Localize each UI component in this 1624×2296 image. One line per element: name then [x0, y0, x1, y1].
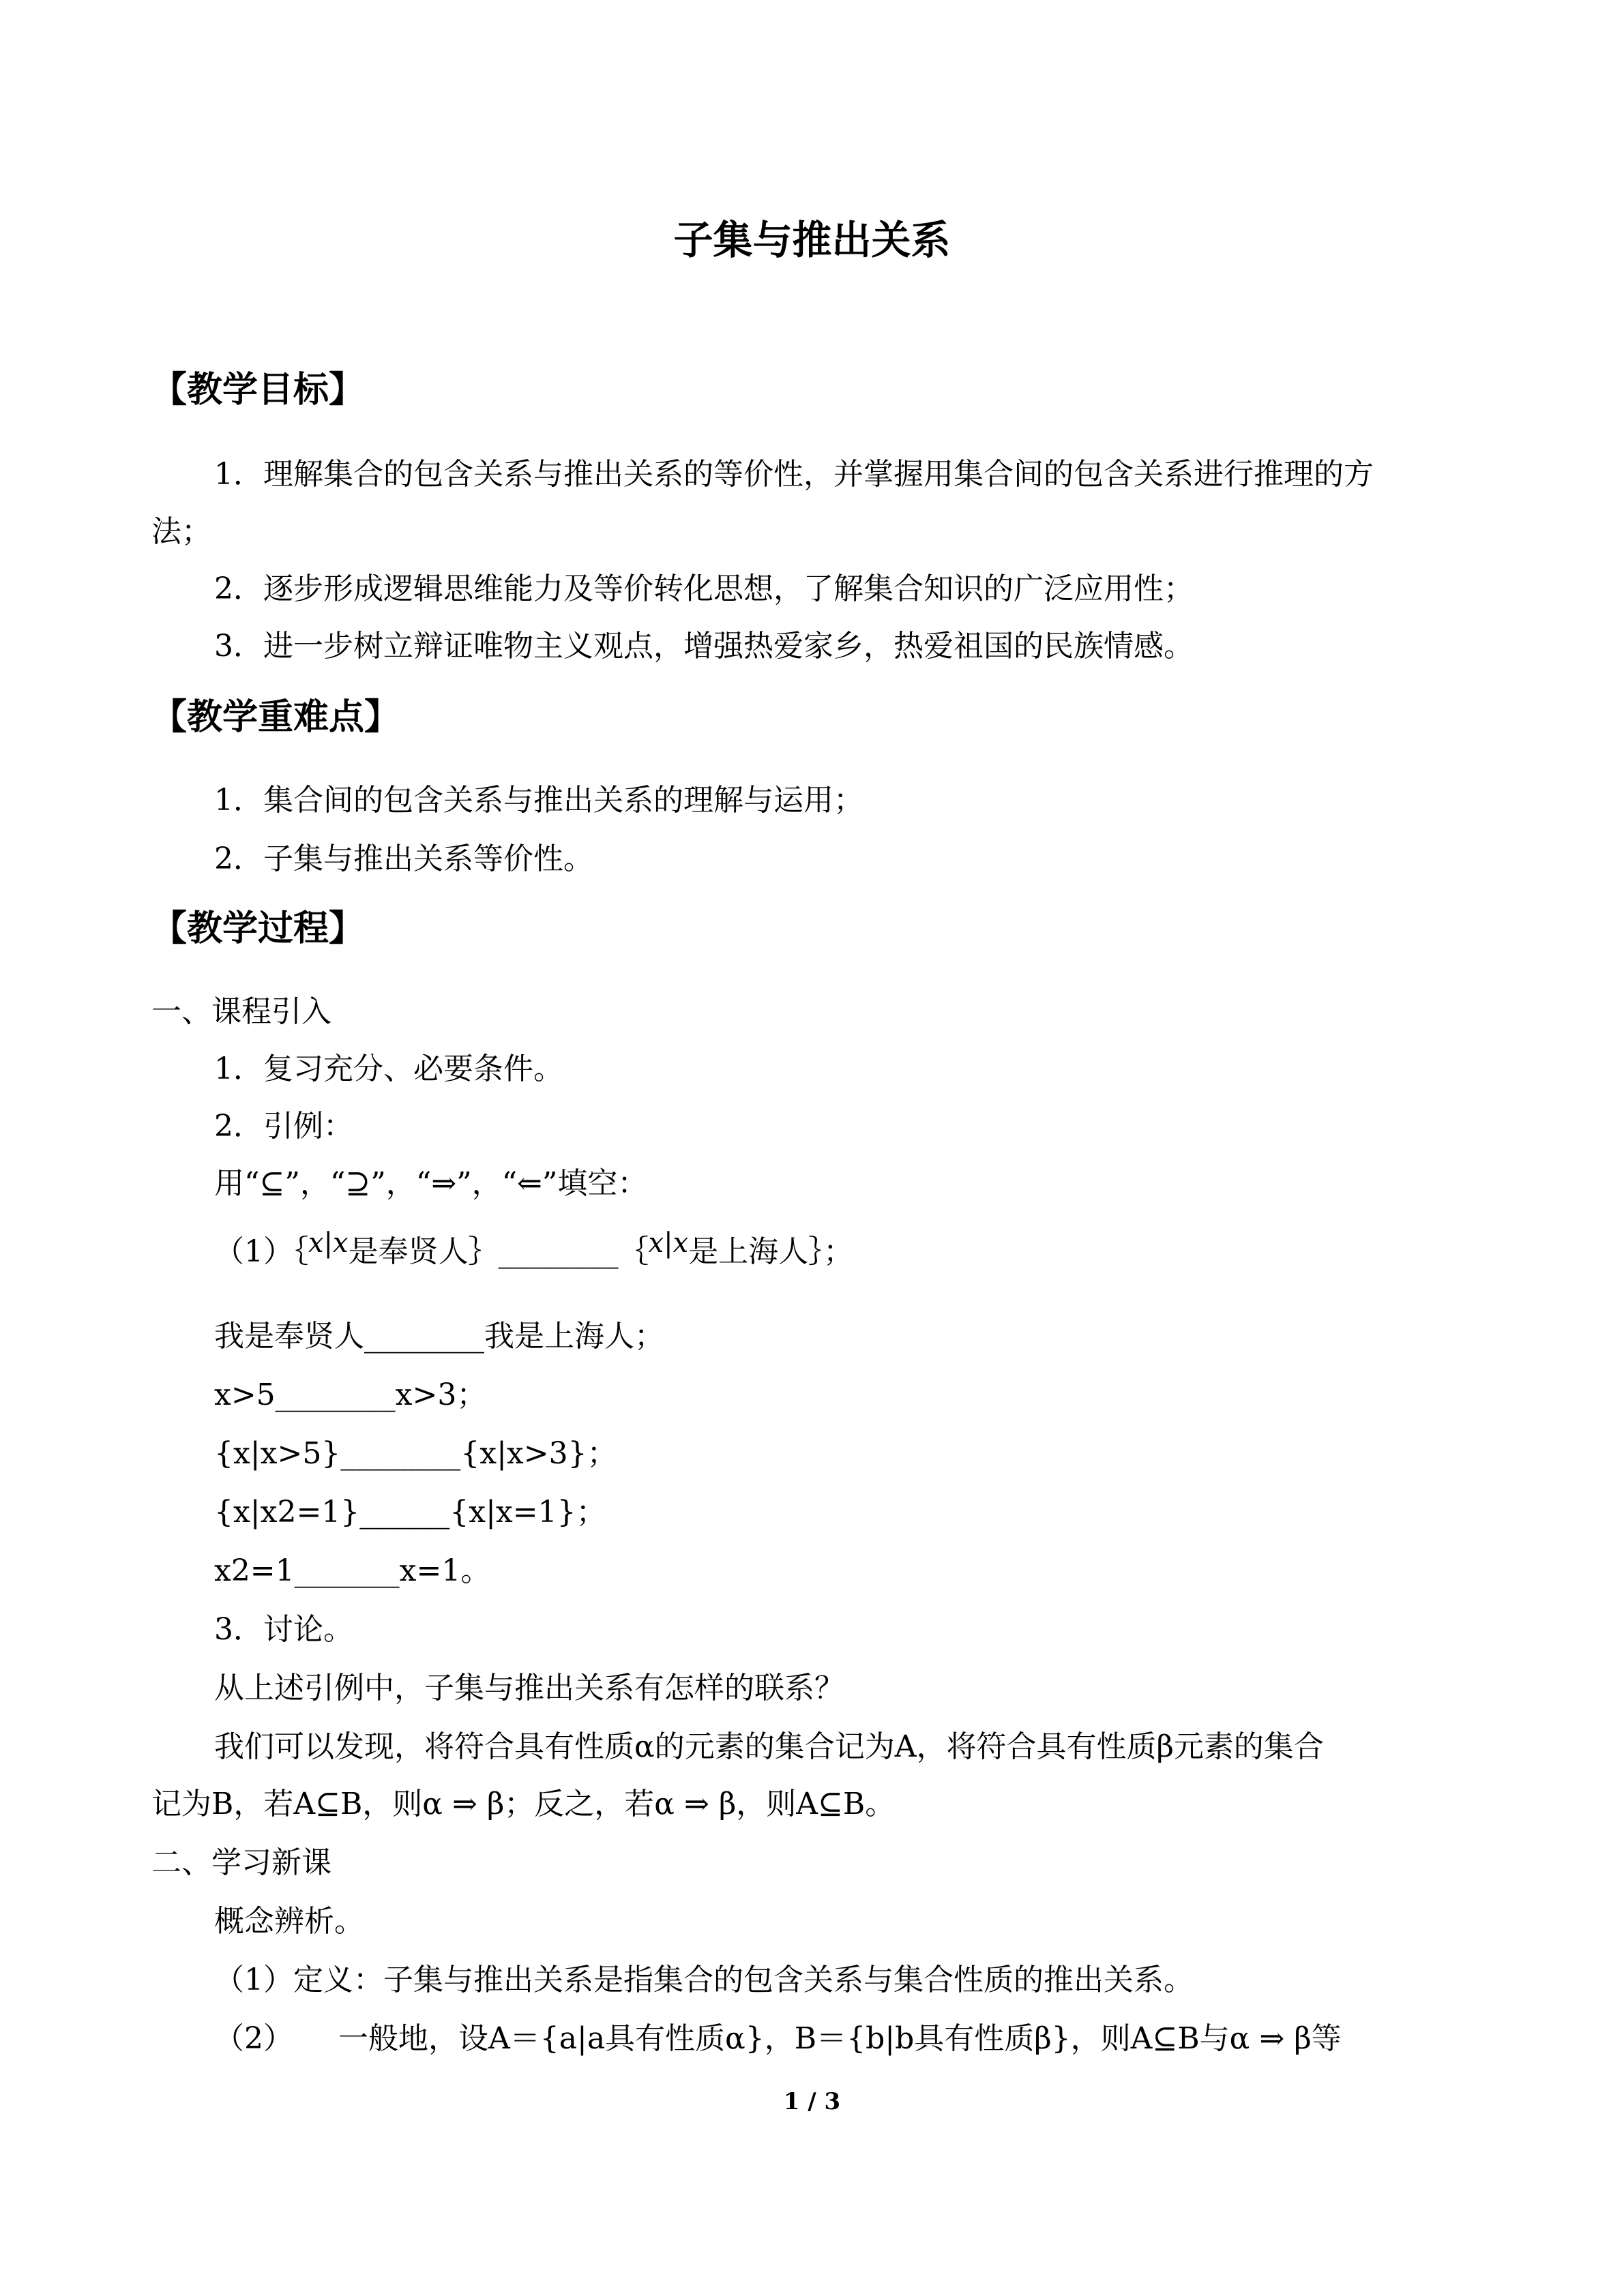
set-builder-var-a: x|x: [308, 1227, 349, 1259]
goal-item-1-continued: 法；: [151, 514, 211, 549]
finding-text-line-2: 记为B，若A⊆B，则α ⇒ β；反之，若α ⇒ β，则A⊆B。: [151, 1787, 896, 1821]
concept-heading: 概念辨析。: [214, 1904, 364, 1939]
review-item: 1．复习充分、必要条件。: [214, 1052, 563, 1086]
discussion-question: 从上述引例中，子集与推出关系有怎样的联系？: [214, 1671, 844, 1705]
goal-item-2: 2．逐步形成逻辑思维能力及等价转化思想，了解集合知识的广泛应用性；: [214, 571, 1194, 606]
question-3: x>5________x>3；: [214, 1377, 487, 1412]
difficulty-item-1: 1．集合间的包含关系与推出关系的理解与运用；: [214, 783, 863, 818]
definition-2: （2） 一般地，设A＝{a|a具有性质α}，B＝{b|b具有性质β}，则A⊆B与α ⇒ β等: [214, 2021, 1342, 2056]
section-heading-process: 【教学过程】: [151, 908, 365, 949]
goal-item-3: 3．进一步树立辩证唯物主义观点，增强热爱家乡，热爱祖国的民族情感。: [214, 629, 1194, 664]
question-1: [214, 1227, 854, 1273]
part-heading-intro: 一、课程引入: [151, 994, 331, 1029]
question-6: x2=1_______x=1。: [214, 1553, 491, 1588]
discussion-item: 3．讨论。: [214, 1612, 353, 1647]
question-1-suffix: 是上海人｝；: [688, 1234, 854, 1269]
example-item: 2．引例：: [214, 1109, 353, 1144]
page-number: 1 / 3: [783, 2088, 841, 2115]
difficulty-item-2: 2．子集与推出关系等价性。: [214, 841, 593, 876]
fill-instruction: 用“⊆”，“⊇”，“⇒”，“⇐”填空：: [214, 1166, 648, 1201]
question-1-mid: 是奉贤人｝________｛: [348, 1234, 649, 1269]
question-2: 我是奉贤人________我是上海人；: [214, 1319, 664, 1354]
section-heading-difficulties: 【教学重难点】: [151, 697, 400, 738]
definition-1: （1）定义：子集与推出关系是指集合的包含关系与集合性质的推出关系。: [214, 1963, 1194, 1997]
set-builder-var-b: x|x: [648, 1227, 689, 1259]
finding-text-line-1: 我们可以发现，将符合具有性质α的元素的集合记为A，将符合具有性质β元素的集合: [214, 1729, 1324, 1764]
part-heading-new-lesson: 二、学习新课: [151, 1845, 331, 1880]
question-1-prefix: （1）｛: [214, 1234, 308, 1269]
question-5: {x|x2=1}______{x|x=1}；: [214, 1495, 606, 1530]
document-title: 子集与推出关系: [673, 217, 951, 263]
question-4: {x|x>5}________{x|x>3}；: [214, 1436, 617, 1471]
section-heading-goals: 【教学目标】: [151, 370, 365, 411]
goal-item-1: 1．理解集合的包含关系与推出关系的等价性，并掌握用集合间的包含关系进行推理的方: [214, 457, 1374, 492]
